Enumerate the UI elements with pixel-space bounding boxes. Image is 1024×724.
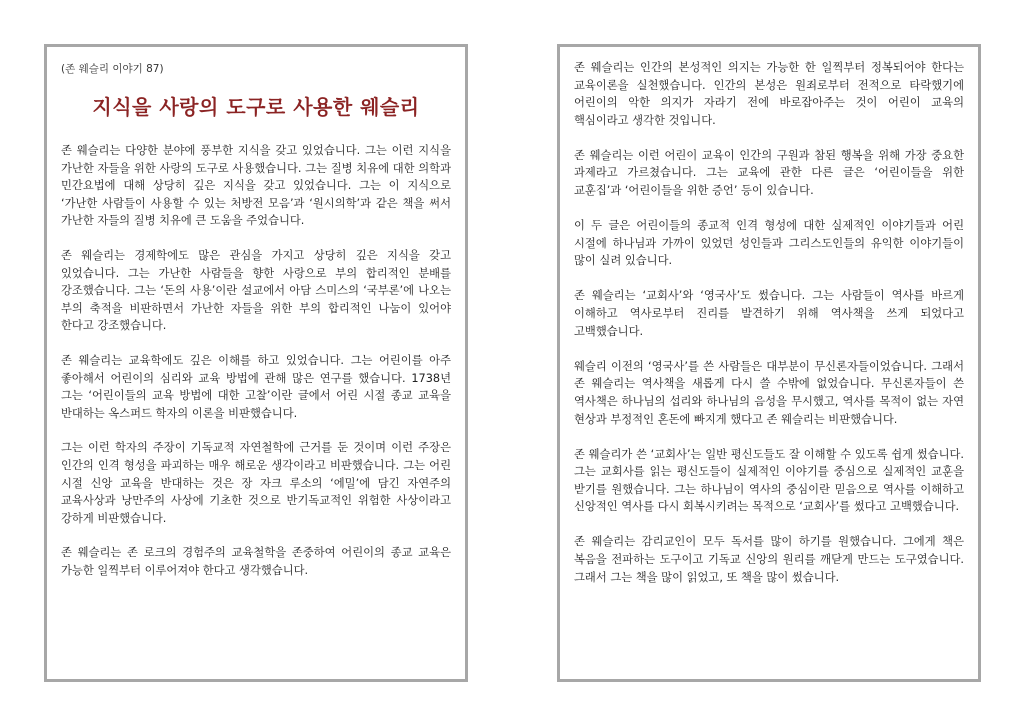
page-title: 지식을 사랑의 도구로 사용한 웨슬리 xyxy=(92,95,420,119)
right-page xyxy=(557,44,981,682)
paragraph: 이 두 글은 어린이들의 종교적 인격 형성에 대한 실제적인 이야기들과 어린 시절에 하나님과 가까이 있었던 성인들과 그리스도인들의 유익한 이야기들이 많이 실려 있습니다. xyxy=(574,219,964,268)
paragraph: 존 웨슬리가 쓴 ‘교회사’는 일반 평신도들도 잘 이해할 수 있도록 쉽게 썼습니다. 그는 교회사를 읽는 평신도들이 실제적인 이야기를 중심으로 실제적인 교훈을 받기를 원했습니다. 그는 하나님이 역사의 중심이란 믿음으로 역사를 이해하고 신앙적인 역사를 다시 회복시키려는 목적으로 ‘교회사’를 썼다고 고백했습니다. xyxy=(574,447,964,514)
left-page xyxy=(44,44,468,682)
paragraph: 존 웨슬리는 ‘교회사’와 ‘영국사’도 썼습니다. 그는 사람들이 역사를 바르게 이해하고 역사로부터 진리를 발견하기 위해 역사책을 쓰게 되었다고 고백했습니다. xyxy=(574,289,964,338)
paragraph: 존 웨슬리는 경제학에도 많은 관심을 가지고 상당히 깊은 지식을 갖고 있었습니다. 그는 가난한 사람들을 향한 사랑으로 부의 합리적인 분배를 강조했습니다. 그는 ‘돈의 사용’이란 설교에서 아담 스미스의 ‘국부론’에 나오는 부의 축적을 비판하면서 가난한 자들을 위한 부의 합리적인 나눔이 있어야 한다고 강조했습니다. xyxy=(61,248,451,333)
series-label: (존 웨슬리 이야기 87) xyxy=(61,63,164,75)
paragraph: 웨슬리 이전의 ‘영국사’를 쓴 사람들은 대부분이 무신론자들이었습니다. 그래서 존 웨슬리는 역사책을 새롭게 다시 쓸 수밖에 없었습니다. 무신론자들이 쓴 역사책은 하나님의 섭리와 하나님의 음성을 무시했고, 역사를 목적이 없는 자연 현상과 부정적인 혼돈에 빠지게 했다고 존 웨슬리는 비판했습니다. xyxy=(574,359,964,426)
paragraph: 존 웨슬리는 감리교인이 모두 독서를 많이 하기를 원했습니다. 그에게 책은 복음을 전파하는 도구이고 기독교 신앙의 원리를 깨닫게 만드는 도구였습니다. 그래서 그는 책을 많이 읽었고, 또 책을 많이 썼습니다. xyxy=(574,535,964,584)
paragraph: 존 웨슬리는 존 로크의 경험주의 교육철학을 존중하여 어린이의 종교 교육은 가능한 일찍부터 이루어져야 한다고 생각했습니다. xyxy=(61,546,451,577)
paragraph: 존 웨슬리는 교육학에도 깊은 이해를 하고 있었습니다. 그는 어린이를 아주 좋아해서 어린이의 심리와 교육 방법에 관해 많은 연구를 했습니다. 1738년 그는 ‘어린이들의 교육 방법에 대한 고찰’이란 글에서 어린 시절 종교 교육을 반대하는 옥스퍼드 학자의 이론을 비판했습니다. xyxy=(61,353,451,420)
paragraph: 존 웨슬리는 다양한 분야에 풍부한 지식을 갖고 있었습니다. 그는 이런 지식을 가난한 자들을 위한 사랑의 도구로 사용했습니다. 그는 질병 치유에 대한 의학과 민간요법에 대해 상당히 깊은 지식을 갖고 있었습니다. 그는 이 지식으로 ‘가난한 사람들이 사용할 수 있는 처방전 모음’과 ‘원시의학’과 같은 책을 써서 가난한 자들의 질병 치유에 큰 도움을 주었습니다. xyxy=(61,144,451,228)
paragraph: 그는 이런 학자의 주장이 기독교적 자연철학에 근거를 둔 것이며 이런 주장은 인간의 인격 형성을 파괴하는 매우 해로운 생각이라고 비판했습니다. 그는 어린 시절 신앙 교육을 반대하는 것은 장 자크 루소의 ‘에밀’에 담긴 자연주의 교육사상과 낭만주의 사상에 기초한 것으로 반기독교적인 위험한 사상이라고 강하게 비판했습니다. xyxy=(61,441,451,525)
paragraph: 존 웨슬리는 인간의 본성적인 의지는 가능한 한 일찍부터 정복되어야 한다는 교육이론을 실천했습니다. 인간의 본성은 원죄로부터 전적으로 타락했기에 어린이의 악한 의지가 자라기 전에 바로잡아주는 것이 어린이 교육의 핵심이라고 생각한 것입니다. xyxy=(574,61,964,127)
paragraph: 존 웨슬리는 이런 어린이 교육이 인간의 구원과 참된 행복을 위해 가장 중요한 과제라고 가르쳤습니다. 그는 교육에 관한 다른 글은 ‘어린이들을 위한 교훈집’과 ‘어린이들을 위한 증언’ 등이 있습니다. xyxy=(574,148,964,198)
